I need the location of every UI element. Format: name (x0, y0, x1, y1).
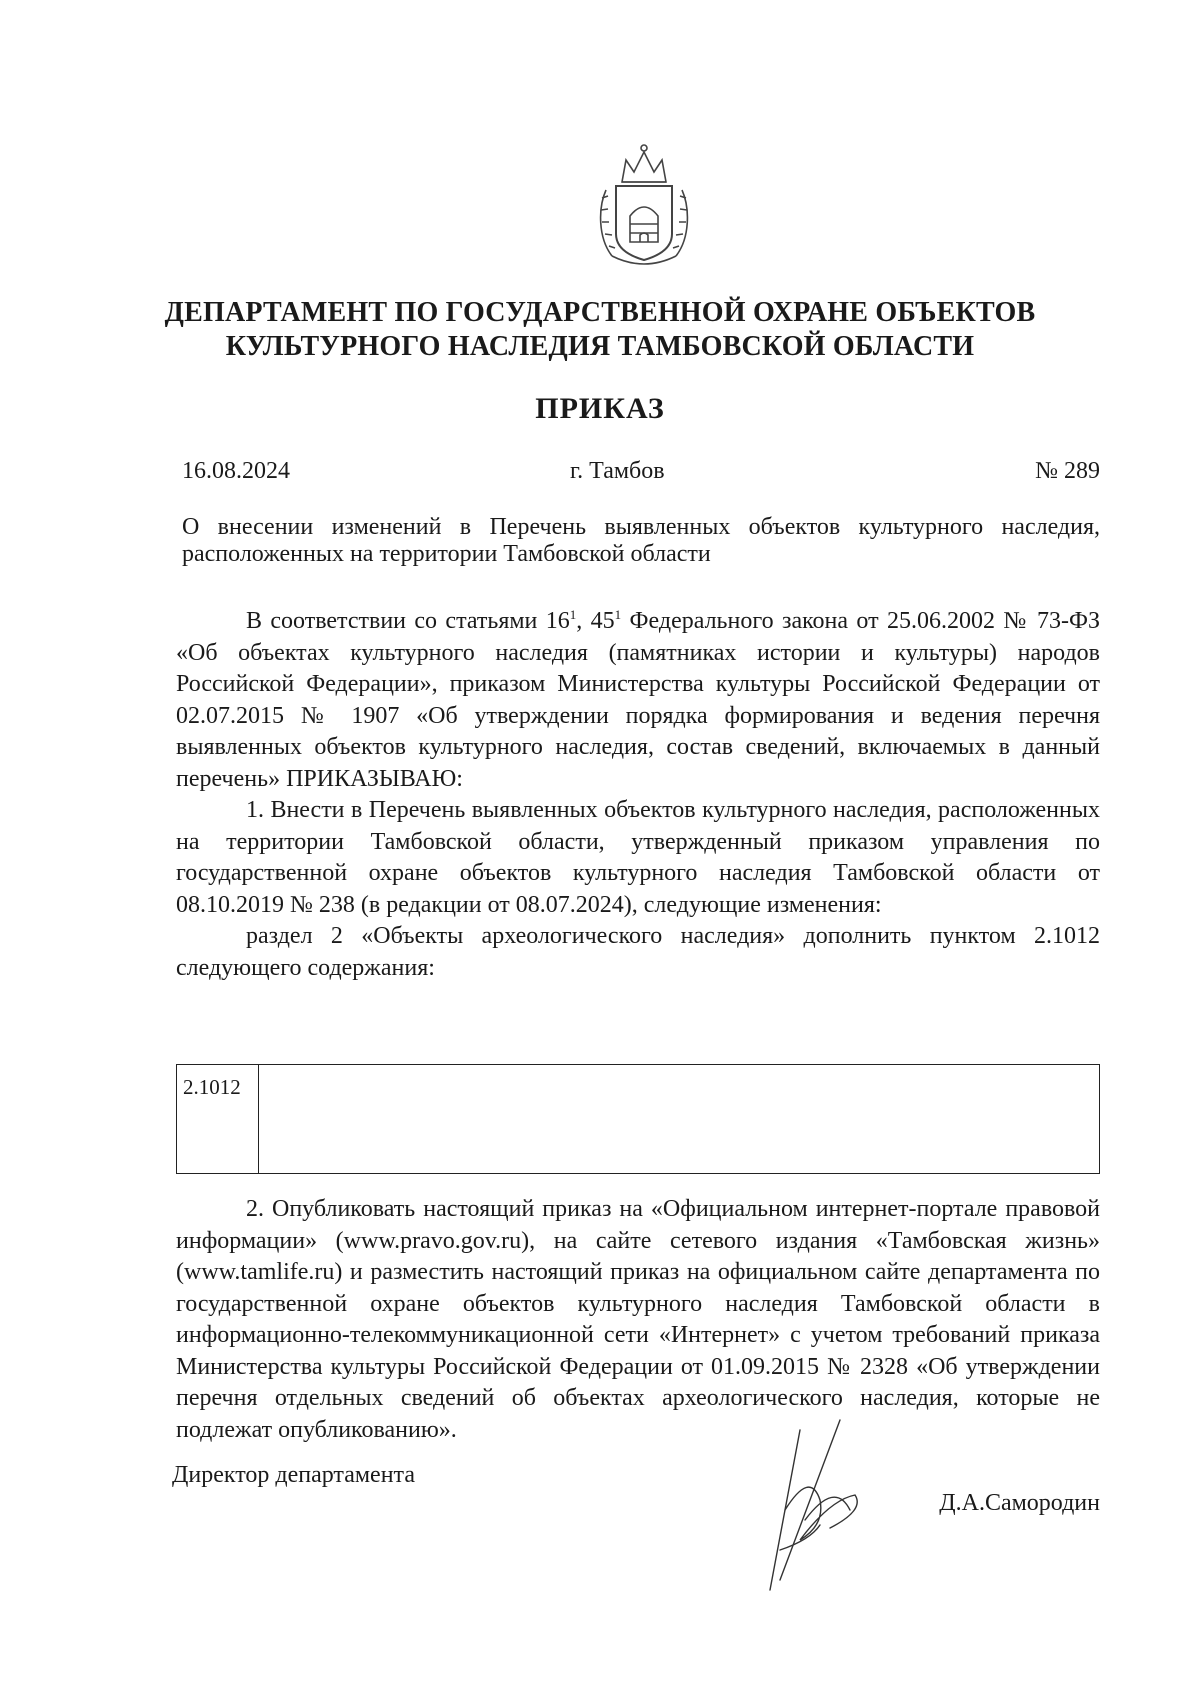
document-body (176, 604, 1100, 984)
signatory-name: Д.А.Самородин (939, 1490, 1100, 1516)
document-body-continued (176, 1194, 1100, 1446)
preamble-text-3: Федерального закона от 25.06.2002 № 73-ФЗ «Об объектах культурного наследия (памятниках истории и культуры) народов Российской Федерации», приказом Министерства культуры Российской Федерации от 02.07.2015 № 1907 «Об утверждении порядка формирования и ведения перечня выявленных объектов культурного наследия, состав сведений, включаемых в данный перечень» ПРИКАЗЫВАЮ: (176, 608, 1101, 792)
department-name-line2: КУЛЬТУРНОГО НАСЛЕДИЯ ТАМБОВСКОЙ ОБЛАСТИ (225, 331, 975, 362)
table-row-number: 2.1012 (177, 1065, 259, 1173)
preamble-text-1: В соответствии со статьями 16 (246, 608, 570, 634)
item-1-paragraph: 1. Внести в Перечень выявленных объектов культурного наследия, расположенных на территории Тамбовской области, утвержденный приказом управления по государственной охране объектов культурного наследия Тамбовской области от 08.10.2019 № 238 (в редакции от 08.07.2024), следующие изменения: (176, 797, 1100, 918)
preamble-sup-2: 1 (614, 607, 622, 622)
preamble-text-2: , 45 (576, 608, 615, 634)
department-name (100, 296, 1100, 364)
item-1-section-paragraph: раздел 2 «Объекты археологического наследия» дополнить пунктом 2.1012 следующего содержания: (176, 923, 1100, 981)
document-type: ПРИКАЗ (535, 392, 665, 425)
document-subject: О внесении изменений в Перечень выявленных объектов культурного наследия, расположенных на территории Тамбовской области (182, 514, 1100, 567)
preamble-paragraph (176, 606, 1100, 795)
department-name-line1: ДЕПАРТАМЕНТ ПО ГОСУДАРСТВЕННОЙ ОХРАНЕ ОБЪЕКТОВ (164, 297, 1036, 328)
signatory-title: Директор департамента (172, 1462, 415, 1488)
document-city: г. Тамбов (570, 458, 665, 484)
document-date: 16.08.2024 (182, 458, 290, 484)
document-number: № 289 (1035, 458, 1100, 484)
handwritten-signature-icon (740, 1400, 940, 1600)
tambov-coat-of-arms-icon (592, 138, 696, 272)
preamble-sup-1: 1 (569, 607, 577, 622)
item-2-paragraph: 2. Опубликовать настоящий приказ на «Официальном интернет-портале правовой информации» (www.pravo.gov.ru), на сайте сетевого издания «Тамбовская жизнь» (www.tamlife.ru) и разместить настоящий приказ на официальном сайте департамента по государственной охране объектов культурного наследия Тамбовской области в информационно-телекоммуникационной сети «Интернет» с учетом требований приказа Министерства культуры Российской Федерации от 01.09.2015 № 2328 «Об утверждении перечня отдельных сведений об объектах археологического наследия, которые не подлежат опубликованию». (176, 1196, 1100, 1443)
addition-table (176, 1064, 1100, 1174)
